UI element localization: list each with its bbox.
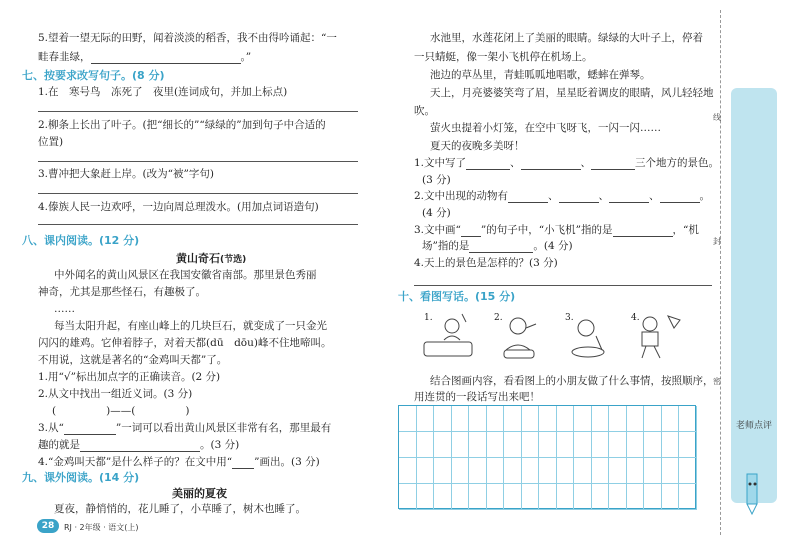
grid-cell[interactable] [522, 458, 540, 484]
p9-line1: 夏夜，静悄悄的，花儿睡了，小草睡了，树木也睡了。 [54, 503, 306, 515]
r-q1-d: 三个地方的景色。 [635, 157, 720, 169]
r-q2-score: (4 分) [422, 207, 451, 219]
p8-line2: 神奇，尤其是那些怪石，有趣极了。 [38, 286, 206, 298]
grid-cell[interactable] [469, 432, 487, 458]
p8-line5: 闪闪的雄鸡。它伸着脖子，对着天都(dū dōu)峰不住地啼叫。 [38, 337, 332, 349]
q5-text-a: 畦春韭绿， [38, 51, 91, 63]
grid-cell[interactable] [434, 458, 452, 484]
teacher-comment-panel [731, 88, 777, 503]
grid-cell[interactable] [662, 406, 680, 432]
grid-cell[interactable] [662, 484, 680, 510]
grid-cell[interactable] [679, 432, 697, 458]
grid-cell[interactable] [592, 484, 610, 510]
p8-title-text: 黄山奇石 [176, 252, 220, 265]
s8-q4-blank[interactable] [232, 459, 254, 469]
grid-cell[interactable] [469, 406, 487, 432]
grid-cell[interactable] [452, 484, 470, 510]
grid-cell[interactable] [522, 432, 540, 458]
grid-cell[interactable] [487, 484, 505, 510]
grid-cell[interactable] [417, 484, 435, 510]
grid-cell[interactable] [644, 432, 662, 458]
r-q1-score: (3 分) [422, 174, 451, 186]
grid-cell[interactable] [679, 406, 697, 432]
s7-q2b: 位置) [38, 136, 64, 148]
p9-r-line2: 一只蜻蜓，像一架小飞机停在机场上。 [414, 51, 593, 63]
section-9-title: 九、课外阅读。(14 分) [22, 471, 140, 484]
grid-cell[interactable] [644, 458, 662, 484]
s7-q2a: 2.柳条上长出了叶子。(把“细长的”“绿绿的”加到句子中合适的 [38, 119, 326, 131]
s8-q3-c: 趣的就是 [38, 439, 80, 451]
grid-cell[interactable] [609, 432, 627, 458]
s7-q4-answer-line[interactable] [38, 224, 358, 225]
binding-line [720, 10, 721, 535]
writing-grid[interactable] [398, 405, 696, 509]
pic-num-4: 4. [631, 313, 640, 323]
s8-q3-d: 。(3 分) [200, 439, 240, 451]
s8-q3-line1 [38, 422, 331, 435]
s8-q2-pair [52, 405, 189, 418]
q5-text-b: 。” [240, 51, 252, 63]
grid-cell[interactable] [592, 458, 610, 484]
s8-q4-b: ”画出。(3 分) [254, 456, 320, 468]
grid-cell[interactable] [627, 484, 645, 510]
pic-num-1: 1. [424, 313, 433, 323]
grid-cell[interactable] [627, 432, 645, 458]
s8-q3-blank1[interactable] [64, 425, 116, 435]
p8-source: (节选) [220, 255, 247, 265]
p8-line4: 每当太阳升起，有座山峰上的几块巨石，就变成了一只金光 [54, 320, 327, 332]
grid-cell[interactable] [487, 432, 505, 458]
r-q3-line1 [414, 224, 699, 237]
s7-q2-answer-line[interactable] [38, 161, 358, 162]
grid-cell[interactable] [452, 458, 470, 484]
s8-q3-a: 3.从“ [38, 422, 64, 434]
grid-cell[interactable] [399, 432, 417, 458]
grid-cell[interactable] [452, 432, 470, 458]
r-q2-c: 、 [598, 190, 610, 202]
s10-instruction-1: 结合图画内容，看看图上的小朋友做了什么事情，按照顺序， [430, 375, 714, 387]
pic-num-2: 2. [494, 313, 503, 323]
grid-cell[interactable] [662, 432, 680, 458]
s8-q4-a: 4.“金鸡叫天都”是什么样子的？在文中用“ [38, 456, 233, 468]
picture-2-brush-teeth [492, 310, 548, 364]
s7-q1-answer-line[interactable] [38, 111, 358, 112]
grid-cell[interactable] [609, 484, 627, 510]
p9-r-line6: 萤火虫提着小灯笼，在空中飞呀飞，一闪一闪…… [430, 122, 661, 134]
binding-char-1: 线 [713, 113, 721, 122]
page-number: 28 [37, 519, 59, 533]
grid-cell[interactable] [557, 458, 575, 484]
grid-cell[interactable] [592, 432, 610, 458]
pic-num-3: 3. [565, 313, 574, 323]
grid-cell[interactable] [434, 432, 452, 458]
p9-r-line3: 池边的草丛里，青蛙呱呱地唱歌，蟋蟀在弹琴。 [430, 69, 651, 81]
s10-instruction-2: 用连贯的一段话写出来吧！ [414, 391, 540, 403]
r-q3-e: 。(4 分) [533, 240, 573, 252]
grid-cell[interactable] [644, 406, 662, 432]
grid-cell[interactable] [504, 484, 522, 510]
grid-cell[interactable] [417, 432, 435, 458]
footer-info: RJ · 2年级 · 语文(上) [64, 523, 139, 532]
r-q4: 4.天上的景色是怎样的？(3 分) [414, 257, 558, 269]
r-q3-a: 3.文中画“ [414, 224, 461, 236]
r-q3-blank1[interactable] [613, 227, 673, 237]
q5-blank[interactable] [91, 54, 241, 64]
grid-cell[interactable] [522, 406, 540, 432]
section-8-title: 八、课内阅读。(12 分) [22, 234, 140, 247]
grid-cell[interactable] [417, 458, 435, 484]
grid-cell[interactable] [662, 458, 680, 484]
r-q2-blank2[interactable] [559, 193, 599, 203]
r-q2-d: 、 [649, 190, 660, 202]
s8-q3-line2 [38, 439, 239, 452]
binding-char-3: 密 [713, 377, 721, 386]
grid-cell[interactable] [592, 406, 610, 432]
s8-q2: 2.从文中找出一组近义词。(3 分) [38, 388, 193, 400]
grid-cell[interactable] [557, 484, 575, 510]
r-q2 [414, 190, 710, 203]
r-q2-blank4[interactable] [660, 193, 700, 203]
r-q2-blank1[interactable] [508, 193, 548, 203]
grid-cell[interactable] [557, 432, 575, 458]
teacher-comment-label: 老师点评 [735, 421, 772, 431]
r-q1-b: 、 [510, 157, 521, 169]
s8-q3-b: ”一词可以看出黄山风景区非常有名，那里最有 [115, 422, 332, 434]
grid-cell[interactable] [574, 458, 592, 484]
grid-cell[interactable] [679, 458, 697, 484]
grid-cell[interactable] [644, 484, 662, 510]
grid-cell[interactable] [417, 406, 435, 432]
grid-cell[interactable] [487, 406, 505, 432]
grid-cell[interactable] [399, 458, 417, 484]
grid-cell[interactable] [522, 484, 540, 510]
r-q3-c: ，“机 [672, 224, 699, 236]
grid-cell[interactable] [504, 458, 522, 484]
grid-cell[interactable] [557, 406, 575, 432]
grid-cell[interactable] [504, 432, 522, 458]
r-q3-d: 场”指的是 [422, 240, 470, 252]
p8-line3: …… [54, 303, 75, 315]
grid-cell[interactable] [469, 484, 487, 510]
grid-cell[interactable] [399, 406, 417, 432]
passage-8-title [176, 252, 246, 267]
p9-r-line5: 吹。 [414, 105, 435, 117]
section-7-title: 七、按要求改写句子。(8 分) [22, 69, 165, 82]
pair-close: ) [185, 405, 190, 417]
r-q1-a: 1.文中写了 [414, 157, 467, 169]
r-q1-blank3[interactable] [591, 160, 635, 170]
r-q2-a: 2.文中出现的动物有 [414, 190, 509, 202]
s8-q1: 1.用“√”标出加点字的正确读音。(2 分) [38, 371, 221, 383]
p9-r-line4: 天上，月亮婆婆笑弯了眉，星星眨着调皮的眼睛，风儿轻轻地 [430, 87, 714, 99]
s8-q3-blank2[interactable] [80, 442, 200, 452]
s7-q3: 3.曹冲把大象赶上岸。(改为“被”字句) [38, 168, 214, 180]
r-q1 [414, 157, 719, 170]
p9-r-line7: 夏天的夜晚多美呀！ [430, 140, 525, 152]
picture-4-go-to-school [630, 310, 686, 364]
pencil-mascot-icon [738, 470, 766, 518]
passage-9-title: 美丽的夏夜 [172, 487, 227, 500]
grid-cell[interactable] [469, 458, 487, 484]
grid-cell[interactable] [574, 406, 592, 432]
grid-cell[interactable] [609, 406, 627, 432]
grid-cell[interactable] [399, 484, 417, 510]
grid-cell[interactable] [679, 484, 697, 510]
s8-q4 [38, 456, 320, 469]
q5-line1: 5.望着一望无际的田野，闻着淡淡的稻香，我不由得吟诵起：“一 [38, 32, 337, 44]
grid-cell[interactable] [627, 406, 645, 432]
r-q4-answer-line[interactable] [414, 285, 712, 286]
grid-cell[interactable] [434, 484, 452, 510]
p8-line1: 中外闻名的黄山风景区在我国安徽省南部。那里景色秀丽 [54, 269, 317, 281]
p9-r-line1: 水池里，水莲花闭上了美丽的眼睛。绿绿的大叶子上，停着 [430, 32, 703, 44]
picture-3-eat-breakfast [560, 310, 616, 364]
grid-cell[interactable] [609, 458, 627, 484]
r-q2-e: 。 [699, 190, 711, 202]
r-q3-line2 [422, 240, 573, 253]
r-q1-blank2[interactable] [521, 160, 581, 170]
picture-1-wake-up [420, 310, 476, 364]
grid-cell[interactable] [574, 484, 592, 510]
grid-cell[interactable] [539, 458, 557, 484]
r-q3-b: ”的句子中，“小飞机”指的是 [480, 224, 613, 236]
pair-mid: )——( [106, 405, 136, 417]
r-q1-c: 、 [580, 157, 592, 169]
r-q3-wavy [461, 227, 481, 237]
grid-cell[interactable] [487, 458, 505, 484]
binding-char-2: 封 [713, 237, 721, 246]
r-q3-blank2[interactable] [469, 243, 533, 253]
grid-cell[interactable] [627, 458, 645, 484]
grid-cell[interactable] [434, 406, 452, 432]
r-q2-blank3[interactable] [609, 193, 649, 203]
grid-cell[interactable] [539, 432, 557, 458]
r-q1-blank1[interactable] [466, 160, 510, 170]
grid-cell[interactable] [452, 406, 470, 432]
section-10-title: 十、看图写话。(15 分) [398, 290, 516, 303]
pair-open: ( [52, 405, 57, 417]
s7-q3-answer-line[interactable] [38, 193, 358, 194]
s7-q4: 4.傣族人民一边欢呼，一边向周总理泼水。(用加点词语造句) [38, 201, 319, 213]
s7-q1: 1.在 寒号鸟 冻死了 夜里(连词成句，并加上标点) [38, 86, 288, 98]
grid-cell[interactable] [504, 406, 522, 432]
grid-cell[interactable] [574, 432, 592, 458]
grid-cell[interactable] [539, 484, 557, 510]
r-q2-b: 、 [548, 190, 559, 202]
grid-cell[interactable] [539, 406, 557, 432]
p8-line6: 不用说，这就是著名的“金鸡叫天都”了。 [38, 354, 228, 366]
q5-line2 [38, 51, 251, 64]
